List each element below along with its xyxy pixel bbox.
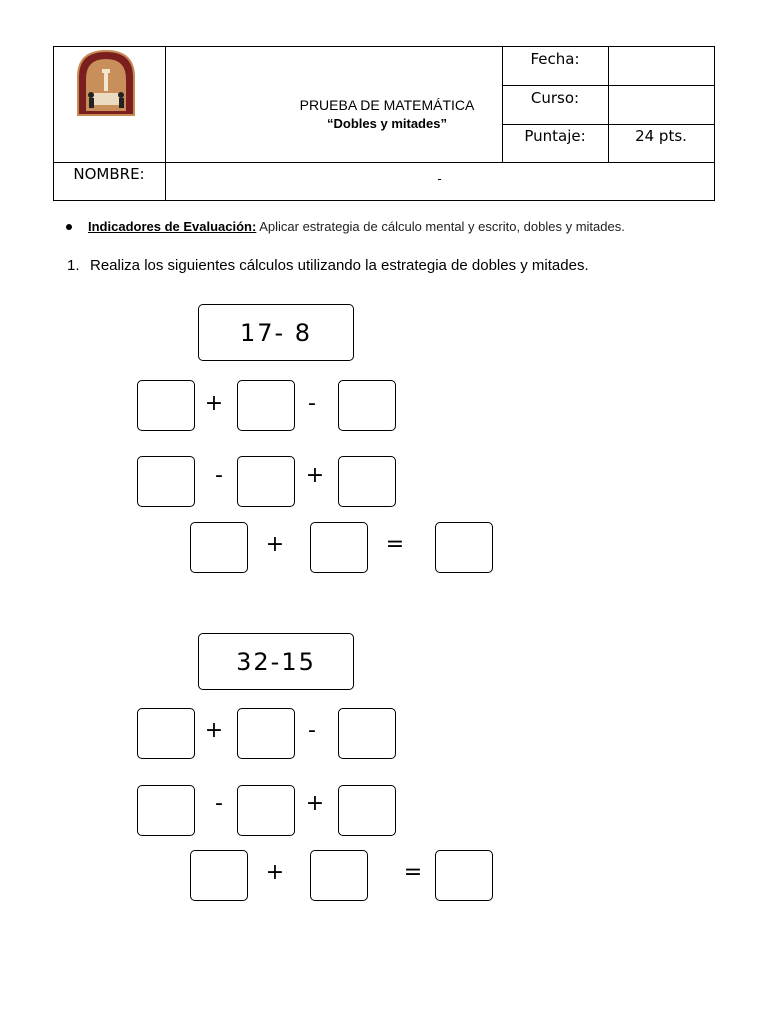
answer-box[interactable] — [338, 380, 396, 431]
test-title: PRUEBA DE MATEMÁTICA — [299, 97, 475, 113]
curso-label: Curso: — [530, 89, 580, 107]
answer-box[interactable] — [137, 785, 195, 836]
answer-box[interactable] — [237, 456, 295, 507]
puntaje-value: 24 pts. — [635, 127, 687, 145]
school-logo-icon — [76, 49, 136, 117]
nombre-label: NOMBRE: — [73, 165, 145, 183]
plus-operator: + — [305, 463, 325, 488]
answer-box[interactable] — [190, 522, 248, 573]
plus-operator: + — [265, 532, 285, 557]
answer-box[interactable] — [338, 456, 396, 507]
answer-box[interactable] — [237, 708, 295, 759]
plus-operator: + — [204, 391, 224, 416]
answer-box[interactable] — [310, 850, 368, 901]
header-table — [53, 46, 715, 201]
fecha-label: Fecha: — [530, 50, 580, 68]
indicators-text: Aplicar estrategia de cálculo mental y escrito, dobles y mitades. — [256, 219, 625, 234]
answer-box[interactable] — [190, 850, 248, 901]
answer-box[interactable] — [137, 708, 195, 759]
exercise-1-expression: 17- 8 — [198, 304, 354, 361]
plus-operator: + — [305, 791, 325, 816]
result-box[interactable] — [435, 522, 493, 573]
question-number: 1. — [67, 257, 80, 274]
exercise-2-expression: 32-15 — [198, 633, 354, 690]
bullet-icon — [66, 224, 72, 230]
answer-box[interactable] — [237, 380, 295, 431]
minus-operator: - — [308, 718, 316, 743]
minus-operator: - — [308, 391, 316, 416]
test-subtitle: “Dobles y mitades” — [327, 116, 447, 131]
answer-box[interactable] — [137, 380, 195, 431]
answer-box[interactable] — [338, 785, 396, 836]
equals-operator: = — [403, 860, 423, 885]
indicators-line — [66, 219, 625, 234]
plus-operator: + — [204, 718, 224, 743]
nombre-field[interactable]: - — [437, 171, 442, 186]
question-text: Realiza los siguientes cálculos utilizando la estrategia de dobles y mitades. — [90, 257, 589, 274]
answer-box[interactable] — [137, 456, 195, 507]
plus-operator: + — [265, 860, 285, 885]
answer-box[interactable] — [310, 522, 368, 573]
puntaje-label: Puntaje: — [524, 127, 586, 145]
question-line — [67, 257, 589, 274]
result-box[interactable] — [435, 850, 493, 901]
indicators-label: Indicadores de Evaluación: — [88, 219, 257, 234]
minus-operator: - — [215, 463, 223, 488]
minus-operator: - — [215, 791, 223, 816]
answer-box[interactable] — [237, 785, 295, 836]
equals-operator: = — [385, 532, 405, 557]
answer-box[interactable] — [338, 708, 396, 759]
